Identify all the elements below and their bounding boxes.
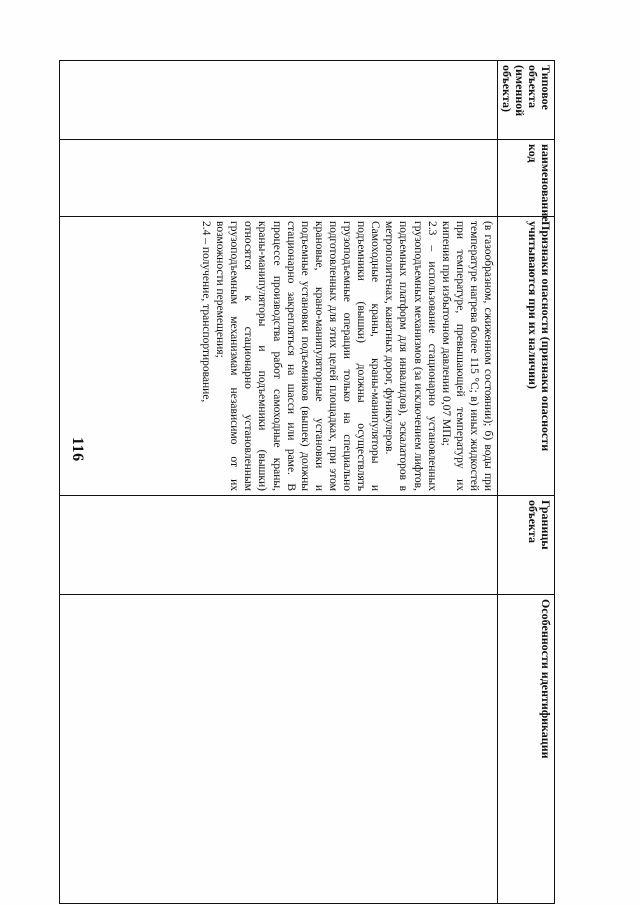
cell-identification-features [60,595,498,904]
hazard-paragraph-2: 2.3 – использование стационарно установленных грузоподъемных механизмов (за исключением лифтов, подъемных платформ для инвалидов), эскалаторов в метрополитенах, канатных дорог, фуникулеров. [383,221,438,491]
header-identification-features: Особенности идентификации [498,595,555,904]
cell-hazard-signs [60,217,498,496]
header-name-code: наименование код [498,140,555,217]
header-object-boundaries: Границы объекта [498,496,555,595]
hazard-paragraph-1: (в газообразном, сжиженном состоянии); б) воды при температуре нагрева более 115 °С; в) иных жидкостей при температуре, превышающей температуру их кипения при избыточном давлении 0,07 МПа; [439,221,494,491]
table-row [60,61,498,904]
hazard-paragraph-4: 2.4 – получение, транспортирование, [200,221,213,403]
hazard-paragraph-3: Самоходные краны, краны-манипуляторы и подъемники (вышки) должны осуществлять грузоподъемные операции только на специально подготовленных для этих целей площадках, при этом крановые, крано-манипуляторные установки и подъемные установки подъемников (вышек) должны стационарно закрепляться на шасси или раме. В процессе производства работ самоходные краны, краны-манипуляторы и подъемники (вышки) относятся к стационарно установленным грузоподъемным механизмам независимо от их возможности перемещения; [214,221,382,491]
header-hazard-signs: Признаки опасности (признаки опасности учитываются при их наличии) [498,217,555,496]
header-object-type: Типовое объекта (именной объекта) [498,61,555,140]
cell-name-code [60,140,498,217]
cell-object-boundaries [60,496,498,595]
rotated-table-wrapper [59,60,555,858]
cell-object-type [60,61,498,140]
identification-table [59,60,555,904]
page-number: 116 [69,437,86,462]
table-header-row [498,61,555,904]
